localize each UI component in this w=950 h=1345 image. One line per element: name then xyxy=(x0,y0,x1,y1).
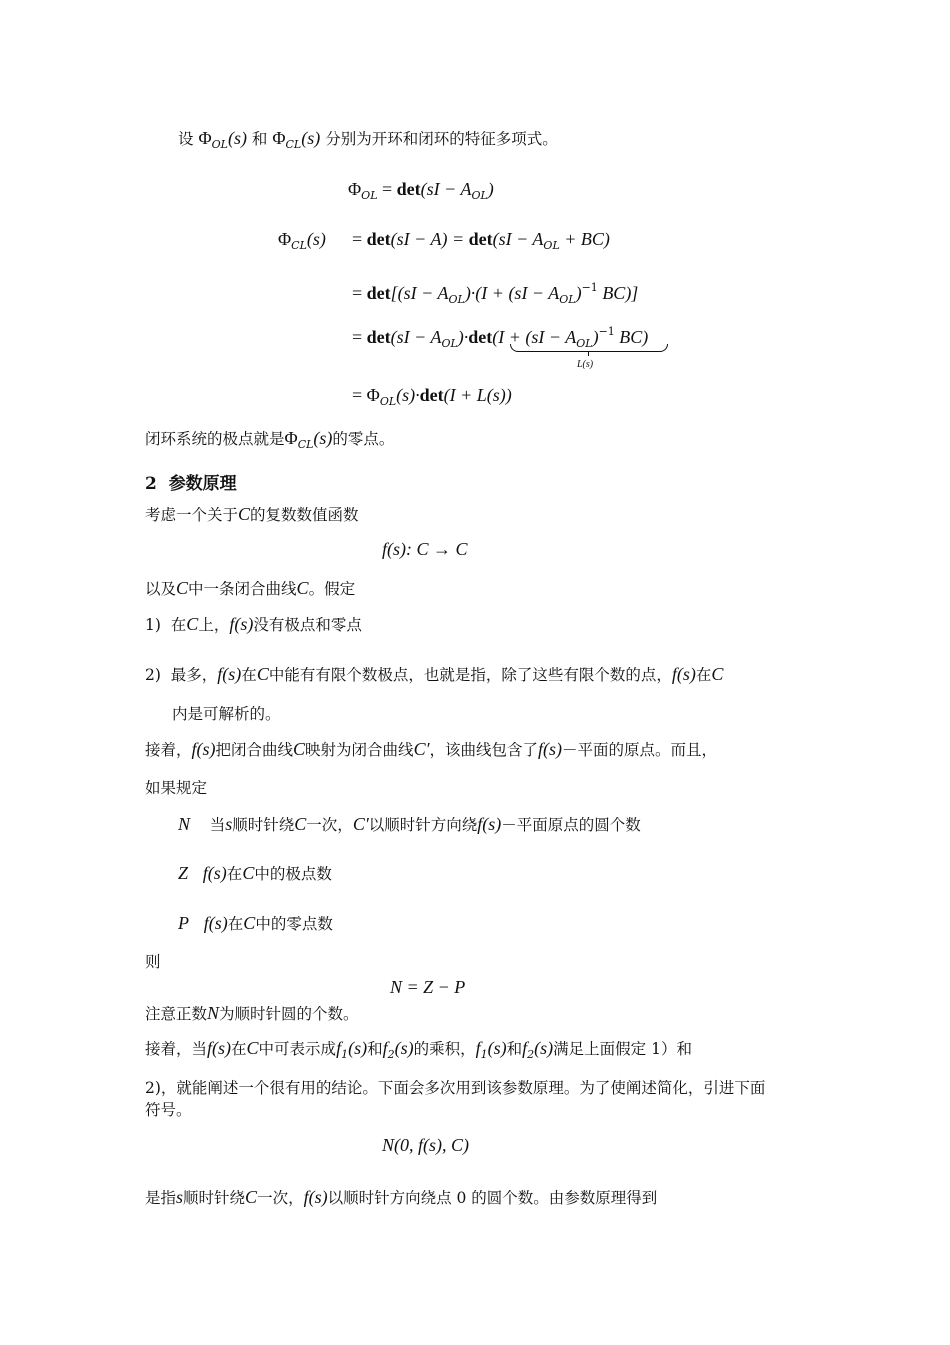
fs-symbol: f(s) xyxy=(229,614,254,634)
def-symbol: N xyxy=(178,814,191,834)
def-text: 中的零点数 xyxy=(255,915,333,933)
f1-symbol: f xyxy=(475,1038,481,1058)
c-symbol: C xyxy=(246,1038,259,1058)
p4-continued: 2)，就能阐述一个很有用的结论。下面会多次用到该参数原理。为了使阐述简化，引进下面 xyxy=(145,1079,766,1097)
eq1-body-b: ) xyxy=(487,179,494,199)
fs-symbol: f(s) xyxy=(671,664,696,684)
list-text: 在 xyxy=(241,666,257,684)
f1-subscript: 1 xyxy=(341,1048,349,1061)
fs-symbol: f(s) xyxy=(217,664,242,684)
eq2-l1-det1: det xyxy=(366,229,391,249)
paragraph-1 xyxy=(145,503,359,526)
f1-subscript: 1 xyxy=(480,1048,488,1061)
p4-text: 和 xyxy=(367,1040,383,1058)
def-text: 以顺时针方向绕 xyxy=(368,816,478,834)
fs-symbol: f(s) xyxy=(303,1187,328,1207)
c-symbol: C xyxy=(256,664,269,684)
s-argument: (s) xyxy=(534,1038,554,1058)
eq2-l2-d: ) xyxy=(575,283,582,303)
fs-symbol: f(s) xyxy=(477,814,502,834)
s-symbol: s xyxy=(225,814,233,834)
equation-mapping: f(s): C → C xyxy=(382,539,468,559)
def-text: 中的极点数 xyxy=(254,865,332,883)
eq2-l4-a: = Φ xyxy=(352,385,380,405)
list-text: 最多， xyxy=(170,666,218,684)
eq2-l3-sub2: OL xyxy=(576,337,593,350)
list-number: 1) xyxy=(145,616,161,634)
eq2-l2-c: )·(I + (sI − A xyxy=(464,283,560,303)
eq2-l1-d: + BC) xyxy=(559,229,610,249)
cl-subscript: CL xyxy=(297,438,314,451)
p3-text: －平面的原点。而且， xyxy=(562,741,718,759)
list-number: 2) xyxy=(145,666,161,684)
f2-subscript: 2 xyxy=(387,1048,395,1061)
list-text-continued: 内是可解析的。 xyxy=(172,705,281,723)
section-number: 2 xyxy=(145,474,157,494)
c-prime-symbol: C′ xyxy=(352,814,369,834)
c-symbol: C xyxy=(296,578,309,598)
paragraph-2 xyxy=(145,577,355,600)
p5-text: 是指 xyxy=(145,1189,177,1207)
p5-text: 一次， xyxy=(257,1189,304,1207)
equation-line-2 xyxy=(352,277,638,311)
p4-continued-2: 符号。 xyxy=(145,1101,192,1119)
eq1-lhs: Φ xyxy=(348,179,362,199)
eq2-l3-a: = xyxy=(352,327,367,347)
underbrace-label: L(s) xyxy=(577,359,594,370)
definition-z xyxy=(178,862,332,885)
eq2-lhs: Φ xyxy=(278,229,292,249)
c-symbol: C xyxy=(293,739,306,759)
eq2-l3-f: BC) xyxy=(614,327,649,347)
p4-text: 和 xyxy=(506,1040,523,1058)
c-prime-symbol: C′ xyxy=(413,739,430,759)
eq2-l1-sub: OL xyxy=(543,239,560,252)
c-symbol: C xyxy=(176,578,189,598)
fs-symbol: f(s) xyxy=(538,739,563,759)
list-item xyxy=(145,613,362,636)
p2-text-1: 以及 xyxy=(145,580,177,598)
eq2-l4-c: (I + L(s)) xyxy=(443,385,512,405)
eq2-lhs-arg: (s) xyxy=(306,229,326,249)
p3-text: 把闭合曲线 xyxy=(215,741,294,759)
eq2-l4-det: det xyxy=(419,385,444,405)
phi-symbol: Φ xyxy=(272,128,286,148)
eq1-lhs-sub: OL xyxy=(361,189,378,202)
s-symbol: s xyxy=(176,1187,184,1207)
eq2-l2-sub: OL xyxy=(448,293,465,306)
c-symbol: C xyxy=(711,664,724,684)
definition-p xyxy=(178,912,333,935)
then-text: 则 xyxy=(145,953,161,971)
def-symbol: P xyxy=(178,913,189,933)
paragraph-4 xyxy=(145,1037,692,1066)
p1b-text: 的复数数值函数 xyxy=(250,506,359,524)
eq2-l1-c: (sI − A xyxy=(492,229,544,249)
intro-text-2: 和 xyxy=(251,130,268,148)
eq2-l1-det2: det xyxy=(468,229,493,249)
intro-text-3: 分别为开环和闭环的特征多项式。 xyxy=(325,130,558,148)
p4-text: 接着，当 xyxy=(145,1040,208,1058)
underbrace-tip xyxy=(588,351,589,356)
def-symbol: Z xyxy=(178,863,189,883)
equation-line-1 xyxy=(352,228,610,257)
fs-symbol: f(s) xyxy=(191,739,216,759)
eq2-l4-b: (s)· xyxy=(396,385,420,405)
p3-text: ，该曲线包含了 xyxy=(429,741,539,759)
note-line xyxy=(145,1002,359,1025)
eq2-l1-b: (sI − A) = xyxy=(390,229,469,249)
cl-subscript: CL xyxy=(285,138,302,151)
list-text: 中能有有限个数极点，也就是指，除了这些有限个数的点， xyxy=(268,666,672,684)
eq2-l3-det1: det xyxy=(366,327,391,347)
p3-text: 接着， xyxy=(145,741,192,759)
list-text: 没有极点和零点 xyxy=(253,616,362,634)
def-text: 顺时针绕 xyxy=(232,816,295,834)
p3-text: 映射为闭合曲线 xyxy=(305,741,414,759)
def-text: 在 xyxy=(227,915,244,933)
paragraph-5 xyxy=(145,1186,657,1209)
def-text: 在 xyxy=(226,865,243,883)
f2-subscript: 2 xyxy=(527,1048,535,1061)
definition-n xyxy=(178,813,641,836)
fs-symbol: f(s) xyxy=(207,1038,232,1058)
phi-symbol: Φ xyxy=(198,128,212,148)
eq2-l2-b: [(sI − A xyxy=(390,283,449,303)
c-symbol: C xyxy=(242,863,255,883)
c-symbol: C xyxy=(186,614,199,634)
s-argument: (s) xyxy=(313,428,333,448)
ol-subscript: OL xyxy=(211,138,228,151)
p2-text-3: 。假定 xyxy=(308,580,356,598)
c-symbol: C xyxy=(294,814,307,834)
eq2-l2-det: det xyxy=(366,283,391,303)
eq2-lhs-sub: CL xyxy=(291,239,307,252)
c-symbol: C xyxy=(243,913,256,933)
eq2-l3-det2: det xyxy=(468,327,493,347)
fs-symbol: f(s) xyxy=(203,913,228,933)
eq2-l2-sub2: OL xyxy=(559,293,576,306)
p2-text-2: 中一条闭合曲线 xyxy=(188,580,297,598)
paragraph-3 xyxy=(145,738,717,761)
c-symbol: C xyxy=(238,504,251,524)
eq2-l2-a: = xyxy=(352,283,367,303)
s-argument: (s) xyxy=(348,1038,368,1058)
intro-line xyxy=(178,127,558,156)
eq2-l2-sup: −1 xyxy=(581,281,598,294)
p5-text: 以顺时针方向绕点 0 的圆个数。由参数原理得到 xyxy=(327,1189,658,1207)
eq2-l3-sup: −1 xyxy=(598,325,615,338)
eq2-l3-sub: OL xyxy=(441,337,458,350)
p3-continued: 如果规定 xyxy=(145,779,208,797)
equation-nzp: N = Z − P xyxy=(390,977,466,997)
eq1-body-sub: OL xyxy=(471,189,488,202)
eq2-l4-sub: OL xyxy=(379,395,397,408)
c-symbol: C xyxy=(245,1187,258,1207)
s-argument: (s) xyxy=(394,1038,414,1058)
eq1-det: det xyxy=(396,179,421,199)
equation-phi-cl-lhs xyxy=(278,228,326,257)
def-text: －平面原点的圆个数 xyxy=(501,816,641,834)
eq2-l1-a: = xyxy=(352,229,367,249)
def-text: 当 xyxy=(209,816,226,834)
section-title: 参数原理 xyxy=(168,474,237,494)
eq2-l3-c: )· xyxy=(457,327,469,347)
p5-text: 顺时针绕 xyxy=(183,1189,246,1207)
phi-symbol: Φ xyxy=(284,428,298,448)
eq2-l3-b: (sI − A xyxy=(390,327,442,347)
s-argument: (s) xyxy=(227,128,247,148)
note-text: 注意正数 xyxy=(145,1005,208,1023)
p1-text: 考虑一个关于 xyxy=(145,506,239,524)
section-heading xyxy=(145,473,237,495)
list-text: 在 xyxy=(170,616,187,634)
p4-text: 的乘积， xyxy=(413,1040,476,1058)
equation-n-notation: N(0, f(s), C) xyxy=(382,1135,469,1155)
fs-symbol: f(s) xyxy=(202,863,227,883)
n-symbol: N xyxy=(207,1003,220,1023)
eq2-l3-d: (I + (sI − A xyxy=(492,327,577,347)
s-argument: (s) xyxy=(487,1038,507,1058)
intro-text-1: 设 xyxy=(178,130,194,148)
p4-text: 在 xyxy=(231,1040,247,1058)
eq1-body-a: (sI − A xyxy=(420,179,472,199)
closed-loop-text-1: 闭环系统的极点就是 xyxy=(145,430,285,448)
def-text: 一次， xyxy=(306,816,353,834)
equation-phi-ol xyxy=(348,178,494,207)
list-item xyxy=(145,663,723,686)
closed-loop-text-2: 的零点。 xyxy=(332,430,395,448)
equation-line-4 xyxy=(352,384,512,413)
s-argument: (s) xyxy=(301,128,321,148)
p4-text: 中可表示成 xyxy=(258,1040,337,1058)
f2-symbol: f xyxy=(382,1038,388,1058)
list-text: 在 xyxy=(695,666,712,684)
p4-text: 满足上面假定 1）和 xyxy=(553,1040,692,1058)
f1-symbol: f xyxy=(336,1038,342,1058)
eq2-l2-e: BC)] xyxy=(597,283,639,303)
eq2-l3-e: ) xyxy=(592,327,599,347)
closed-loop-line xyxy=(145,427,394,456)
f2-symbol: f xyxy=(522,1038,528,1058)
list-text: 上， xyxy=(198,616,230,634)
note-text: 为顺时针圆的个数。 xyxy=(219,1005,359,1023)
eq1-op: = xyxy=(377,179,397,199)
